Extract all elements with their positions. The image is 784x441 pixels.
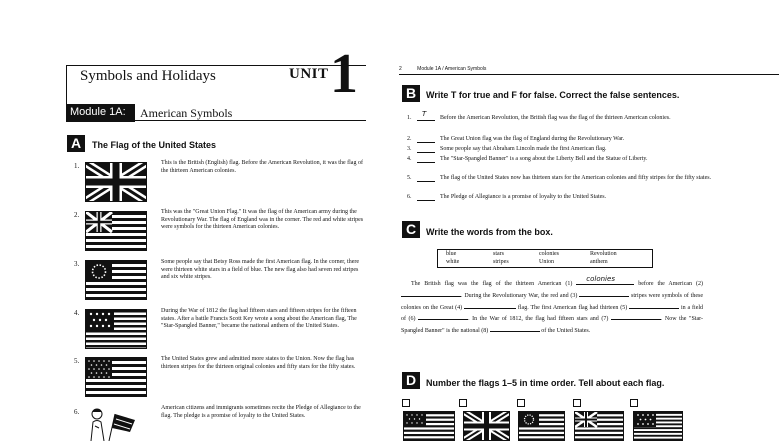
module-label: Module 1A: — [66, 104, 135, 122]
right-page-header — [399, 66, 779, 75]
section-d-letter: D — [402, 372, 420, 389]
tf-text: Some people say that Abraham Lincoln made the first American flag. — [440, 146, 607, 152]
tf-num: 3. — [407, 146, 412, 152]
section-a-letter: A — [67, 135, 85, 152]
cloze-blank-8[interactable] — [490, 326, 540, 332]
section-c-title: Write the words from the box. — [426, 227, 553, 237]
cloze-blank-6[interactable] — [418, 314, 468, 320]
handwritten-answer: colonies — [586, 275, 615, 283]
fifty-star-flag-icon — [85, 357, 147, 397]
cloze-paragraph: The British flag was the flag of the thirteen American (1) colonies before the American (2) . During the Revolutionary War, the red and (3) stripes were symbols of these colonies on the Great (4) flag. The first American flag had thirteen (5) in a field of (6) . In the War of 1812, the flag had fifteen stars and (7) . Now the "Star-Spangled Banner" is the national (8) of the United States. — [401, 275, 704, 335]
word-box — [437, 249, 653, 268]
word: colonies — [539, 251, 559, 257]
unit-label: UNIT — [289, 66, 329, 82]
order-checkbox[interactable] — [402, 399, 410, 407]
section-b-title: Write T for true and F for false. Correct the false sentences. — [426, 90, 680, 100]
tf-text: The "Star-Spangled Banner" is a song about the Liberty Bell and the Statue of Liberty. — [440, 156, 648, 162]
british-flag-icon — [85, 162, 147, 202]
cloze-blank-3[interactable] — [579, 291, 629, 297]
great-union-flag-icon — [85, 211, 147, 251]
answer-blank-6[interactable] — [417, 194, 435, 201]
word: blue — [446, 251, 457, 257]
header-title: Module 1A / American Symbols — [417, 66, 487, 72]
answer-blank-5[interactable] — [417, 175, 435, 182]
fifty-star-flag-icon — [403, 411, 455, 441]
fifteen-star-flag-icon — [85, 309, 147, 349]
tf-num: 6. — [407, 194, 412, 200]
item-text: This is the British (English) flag. Before the American Revolution, it was the flag of the thirteen American colonies. — [161, 160, 363, 174]
betsy-ross-flag-icon — [85, 260, 147, 300]
item-number: 1. — [74, 162, 80, 170]
unit-number: 1 — [330, 43, 358, 105]
cloze-blank-1[interactable] — [576, 275, 634, 285]
word: stars — [493, 251, 504, 257]
item-number: 5. — [74, 357, 80, 365]
tf-row: 1. — [407, 115, 412, 121]
section-a-title: The Flag of the United States — [92, 140, 217, 150]
word: Union — [539, 259, 554, 265]
page-number: 2 — [399, 66, 402, 72]
module-subtitle: American Symbols — [140, 106, 233, 120]
item-text: Some people say that Betsy Ross made the first American flag. In the corner, there were thirteen white stars in a field of blue. The new flag also had seven red stripes and six white stripes. — [161, 259, 360, 280]
word: white — [446, 259, 460, 265]
item-number: 6. — [74, 408, 80, 416]
section-d-title: Number the flags 1–5 in time order. Tell about each flag. — [426, 378, 665, 388]
tf-text: The Great Union flag was the flag of England during the Revolutionary War. — [440, 136, 625, 142]
book-title: Symbols and Holidays — [80, 68, 216, 84]
item-number: 2. — [74, 211, 80, 219]
item-text: American citizens and immigrants sometimes recite the Pledge of Allegiance to the flag. The pledge is a promise of loyalty to the United States. — [161, 405, 361, 419]
answer-blank-1[interactable] — [417, 110, 435, 121]
tf-num: 2. — [407, 136, 412, 142]
word: anthem — [590, 259, 608, 265]
tf-num: 4. — [407, 156, 412, 162]
pledge-illustration-icon — [85, 406, 140, 441]
tf-text: The Pledge of Allegiance is a promise of loyalty to the United States. — [440, 194, 607, 200]
british-flag-icon — [463, 411, 510, 441]
word: stripes — [493, 259, 509, 265]
answer-blank-4[interactable] — [417, 156, 435, 163]
order-checkbox[interactable] — [630, 399, 638, 407]
answer-blank-3[interactable] — [417, 146, 435, 153]
handwritten-answer: T — [422, 110, 427, 118]
great-union-flag-icon — [574, 411, 624, 441]
order-checkbox[interactable] — [459, 399, 467, 407]
word: Revolution — [590, 251, 617, 257]
section-c-letter: C — [402, 221, 420, 238]
betsy-ross-flag-icon — [518, 411, 565, 441]
fifteen-star-flag-icon — [633, 411, 683, 441]
cloze-blank-7[interactable] — [611, 314, 661, 320]
tf-text: The flag of the United States now has thirteen stars for the American colonies and fifty stripes for the fifty states. — [440, 175, 712, 181]
item-number: 4. — [74, 309, 80, 317]
order-checkbox[interactable] — [573, 399, 581, 407]
tf-num: 5. — [407, 175, 412, 181]
order-checkbox[interactable] — [517, 399, 525, 407]
tf-text: Before the American Revolution, the British flag was the flag of the thirteen American colonies. — [440, 115, 671, 121]
cloze-blank-4[interactable] — [464, 303, 516, 309]
cloze-blank-2[interactable] — [401, 291, 461, 297]
cloze-blank-5[interactable] — [629, 303, 679, 309]
item-text: The United States grew and admitted more states to the Union. Now the flag has thirteen stripes for the thirteen original colonies and fifty stars for the fifty states. — [161, 356, 356, 370]
answer-blank-2[interactable] — [417, 136, 435, 143]
item-text: During the War of 1812 the flag had fifteen stars and fifteen stripes for the fifteen states. After a battle Francis Scott Key wrote a song about the American flag, The "Star-Spangled Banner," became the national anthem of the United States. — [161, 308, 357, 329]
section-b-letter: B — [402, 85, 420, 102]
item-number: 3. — [74, 260, 80, 268]
item-text: This was the "Great Union Flag." It was the flag of the American army during the Revolutionary War. The flag of England was in the corner. The red and white stripes were symbols for the thirteen American colonies. — [161, 209, 364, 230]
